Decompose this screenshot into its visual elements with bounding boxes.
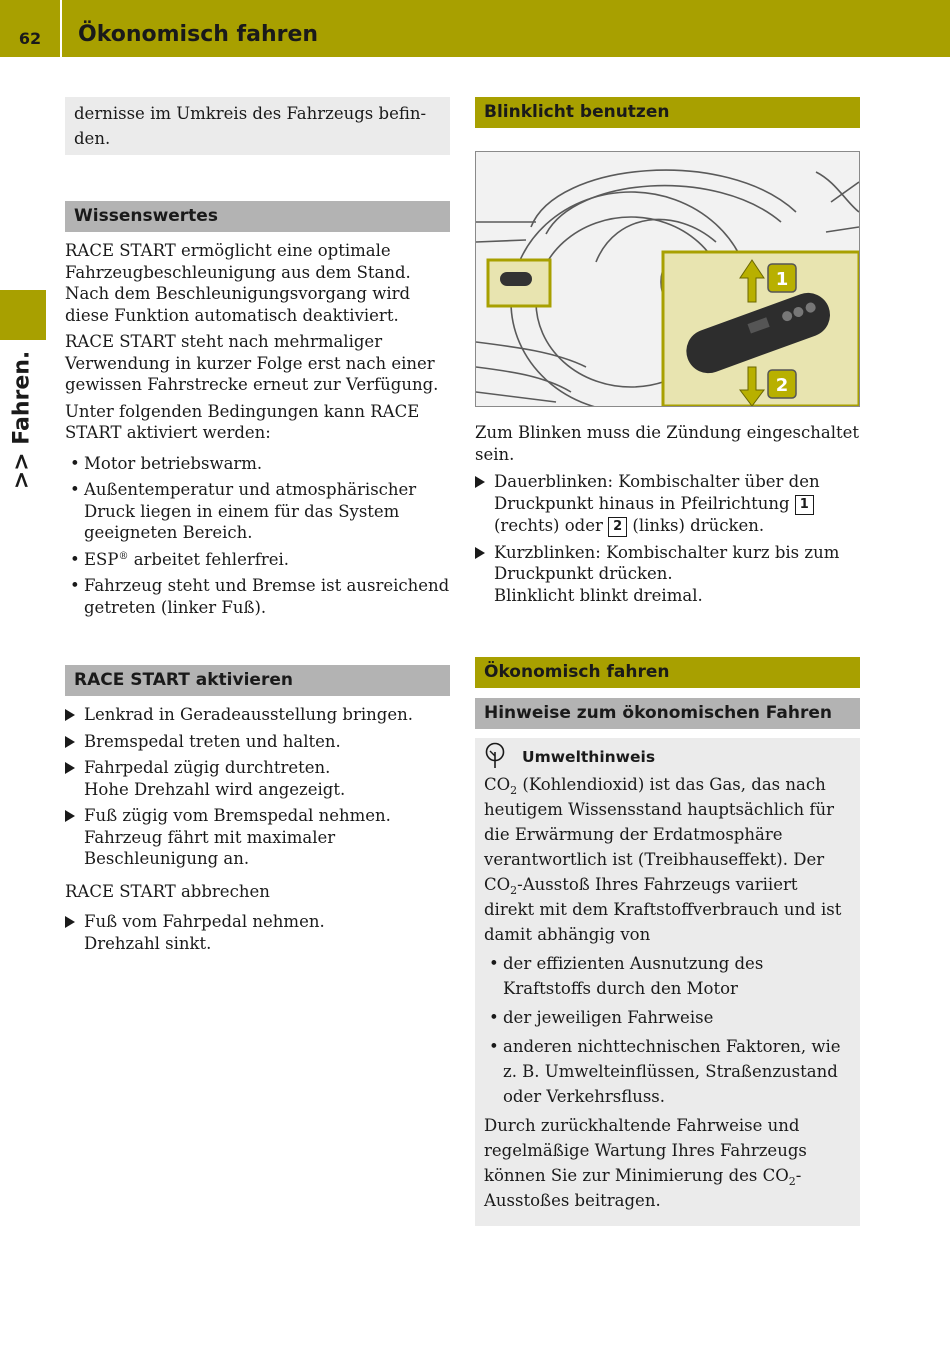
section-oekonomisch (475, 657, 860, 729)
section-wissenswertes (65, 201, 450, 618)
chapter-tab-label: >> Fahren. (9, 350, 35, 490)
blinklicht-instructions (475, 422, 865, 606)
note-paragraph: Durch zurückhaltende Fahrweise und regelmäßige Wartung Ihres Fahrzeugs können Sie zur Minimierung des $CO_2$-Ausstoßes beitragen. (484, 1116, 807, 1210)
page-number: 62 (0, 0, 62, 57)
step-item: Fahrpedal zügig durchtreten. Hohe Drehzahl wird angezeigt. (65, 757, 450, 800)
steering-column-illustration (476, 152, 859, 406)
leaf-icon (484, 742, 506, 768)
paragraph: Zum Blinken muss die Zündung eingeschaltet sein. (475, 423, 860, 464)
race-start-steps (65, 704, 450, 870)
subheading-hinweise: Hinweise zum ökonomischen Fahren (475, 698, 860, 729)
factors-list (484, 951, 851, 1109)
heading-blinklicht: Blinklicht benutzen (475, 97, 860, 128)
note-paragraph: $CO_2$ (Kohlendioxid) ist das Gas, das nach heutigem Wissensstand hauptsächlich für die Erwärmung der Erdatmosphäre verantwortlich ist (Treibhauseffekt). Der $CO_2$-Ausstoß Ihres Fahrzeugs variiert direkt mit dem Kraftstoffverbrauch und ist damit abhängig von (484, 775, 842, 944)
section-blinklicht (475, 97, 860, 128)
callout-ref-1: 1 (795, 495, 814, 515)
note-title: Umwelthinweis (522, 748, 656, 766)
heading-wissenswertes: Wissenswertes (65, 201, 450, 232)
list-item: • Außentemperatur und atmosphärischer Druck liegen in einem für das System geeigneten Bereich. (65, 479, 450, 544)
abort-label: RACE START abbrechen (65, 881, 270, 901)
blinklicht-steps (475, 471, 865, 606)
list-item: • der jeweiligen Fahrweise (484, 1005, 851, 1030)
heading-oekonomisch: Ökonomisch fahren (475, 657, 860, 688)
abort-steps (65, 911, 450, 954)
continued-text-box (65, 97, 450, 155)
list-item: • Motor betriebswarm. (65, 453, 450, 475)
conditions-list (65, 453, 450, 619)
turn-signal-figure (475, 151, 860, 407)
page-title: Ökonomisch fahren (78, 22, 319, 47)
step-item: Bremspedal treten und halten. (65, 731, 450, 753)
paragraph: RACE START steht nach mehrmaliger Verwendung in kurzer Folge erst nach einer gewissen Fahrstrecke erneut zur Verfügung. (65, 332, 439, 394)
list-item: • ESP® arbeitet fehlerfrei. (65, 549, 450, 571)
step-item: Fuß vom Fahrpedal nehmen. Drehzahl sinkt. (65, 911, 450, 954)
environment-note-box (475, 738, 860, 1226)
list-item: • der effizienten Ausnutzung des Kraftstoffs durch den Motor (484, 951, 851, 1001)
callout-1: 1 (775, 269, 789, 290)
step-item: Lenkrad in Geradeausstellung bringen. (65, 704, 450, 726)
chapter-tab-marker (0, 290, 46, 340)
list-item: • Fahrzeug steht und Bremse ist ausreichend getreten (linker Fuß). (65, 575, 450, 618)
paragraph: Unter folgenden Bedingungen kann RACE START aktiviert werden: (65, 401, 420, 442)
paragraph: RACE START ermöglicht eine optimale Fahrzeugbeschleunigung aus dem Stand. Nach dem Beschleunigungsvorgang wird diese Funktion automatisch deaktiviert. (65, 241, 411, 325)
callout-ref-2: 2 (608, 517, 627, 537)
continued-text: dernisse im Umkreis des Fahrzeugs befin-den. (74, 104, 427, 148)
section-race-start (65, 665, 450, 954)
step-item: Fuß zügig vom Bremspedal nehmen. Fahrzeug fährt mit maximaler Beschleunigung an. (65, 805, 450, 870)
list-item: • anderen nichttechnischen Faktoren, wie z. B. Umwelteinflüssen, Straßenzustand oder Verkehrsfluss. (484, 1034, 851, 1109)
step-item: Kurzblinken: Kombischalter kurz bis zum Druckpunkt drücken. Blinklicht blinkt dreimal. (475, 542, 865, 607)
step-item: Dauerblinken: Kombischalter über den Druckpunkt hinaus in Pfeilrichtung 1 (rechts) oder 2 (links) drücken. (475, 471, 865, 537)
note-header (484, 742, 851, 772)
heading-race-start: RACE START aktivieren (65, 665, 450, 696)
callout-2: 2 (775, 375, 789, 396)
header-bar (0, 0, 950, 57)
